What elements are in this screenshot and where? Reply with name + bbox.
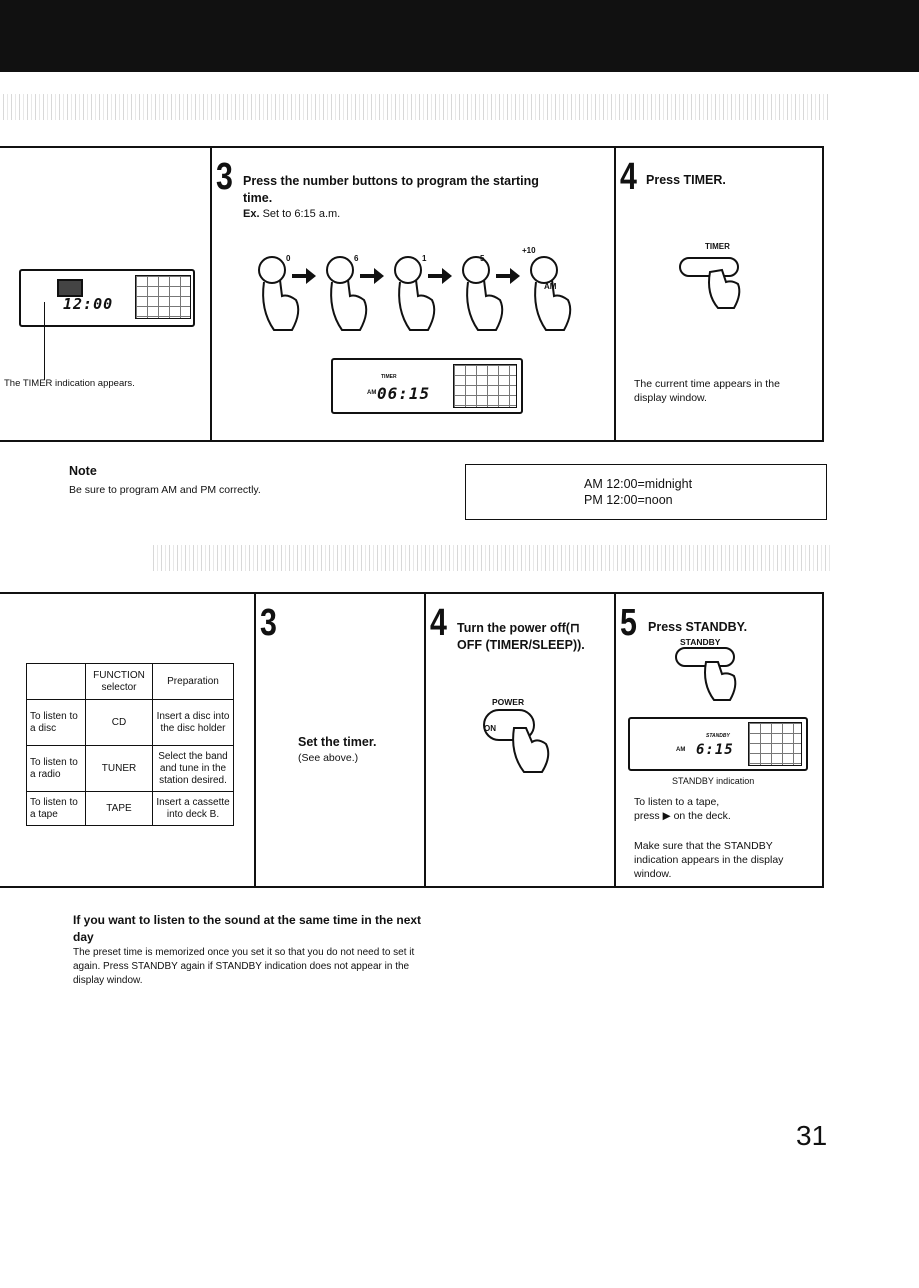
display-am: AM: [676, 747, 686, 753]
divider: [0, 592, 823, 594]
table-cell: To listen to a radio: [27, 746, 86, 792]
table-cell: TUNER: [86, 746, 153, 792]
display-window: [19, 269, 195, 327]
table-header: [27, 664, 86, 700]
button-label: STANDBY: [680, 637, 721, 647]
standby-button-hand-icon: [672, 644, 752, 708]
table-cell: Insert a cassette into deck B.: [153, 792, 234, 826]
next-day-heading: If you want to listen to the sound at the same time in the next day: [73, 913, 422, 944]
step-number: 4: [430, 602, 447, 644]
timer-button-hand-icon: [676, 252, 766, 312]
hand-press-sequence: [252, 240, 582, 340]
table-row: [27, 700, 234, 746]
make-sure-note: Make sure that the STANDBY indication appears in the display window.: [634, 840, 784, 880]
table-cell: To listen to a disc: [27, 700, 86, 746]
am-label: AM: [544, 282, 557, 291]
divider: [614, 592, 616, 888]
table-cell: TAPE: [86, 792, 153, 826]
table-cell: To listen to a tape: [27, 792, 86, 826]
display-readout: 6:15: [696, 742, 734, 758]
divider: [0, 146, 823, 148]
step-number: 3: [260, 602, 277, 644]
button-label: +10: [522, 246, 536, 255]
note-box-line: PM 12:00=noon: [584, 493, 673, 507]
divider: [210, 146, 212, 442]
tape-note: To listen to a tape,: [634, 796, 720, 808]
display-window: [331, 358, 523, 414]
step-title: Press TIMER.: [646, 173, 726, 187]
table-cell: CD: [86, 700, 153, 746]
example-text: Set to 6:15 a.m.: [262, 208, 341, 220]
note-box: [465, 464, 827, 520]
step-number: 3: [216, 156, 233, 198]
display-am: AM: [367, 390, 377, 396]
step-number: 5: [620, 602, 637, 644]
divider: [822, 146, 824, 442]
function-table: [26, 663, 234, 826]
button-sequence: [252, 240, 582, 340]
power-button-hand-icon: [470, 706, 570, 786]
display-readout: 12:00: [63, 295, 114, 313]
divider: [0, 886, 823, 888]
table-row: [27, 746, 234, 792]
table-header: Preparation: [153, 664, 234, 700]
step-title: Press the number buttons to program the starting time.: [243, 174, 539, 205]
display-tag: TIMER: [381, 374, 397, 380]
table-cell: Insert a disc into the disc holder: [153, 700, 234, 746]
table-cell: Select the band and tune in the station desired.: [153, 746, 234, 792]
divider: [0, 440, 823, 442]
step-subtitle: (See above.): [298, 752, 359, 764]
step-title: Press STANDBY.: [648, 620, 748, 634]
example-line: [243, 208, 340, 220]
divider: [822, 592, 824, 888]
level-meter: [748, 722, 802, 766]
button-label: POWER: [492, 697, 525, 707]
next-day-text: The preset time is memorized once you set it so that you do not need to set it again. Press STANDBY again if STANDBY indication does not appear in the display window.: [73, 947, 415, 986]
display-readout: 06:15: [377, 384, 431, 403]
step-title: Turn the power off(⊓ OFF (TIMER/SLEEP)).: [457, 621, 585, 652]
button-label: TIMER: [705, 242, 730, 251]
on-label: ON: [484, 724, 496, 733]
scan-noise: [0, 94, 830, 120]
header-bar: [0, 0, 919, 72]
step-caption: The current time appears in the display window.: [634, 378, 780, 404]
callout-line: [44, 302, 45, 380]
button-label: 1: [422, 254, 427, 263]
standby-indication-caption: STANDBY indication: [672, 776, 755, 786]
level-meter: [453, 364, 517, 408]
note-heading: Note: [69, 464, 97, 478]
table-header: FUNCTION selector: [86, 664, 153, 700]
button-label: 5: [480, 254, 485, 263]
step-number: 4: [620, 156, 637, 198]
step-title: Set the timer.: [298, 735, 377, 749]
timer-caption: The TIMER indication appears.: [4, 378, 135, 389]
level-meter: [135, 275, 191, 319]
button-label: 6: [354, 254, 359, 263]
display-window: [628, 717, 808, 771]
scan-noise: [150, 545, 830, 571]
example-label: Ex.: [243, 208, 260, 220]
page-number: 31: [796, 1120, 828, 1151]
note-text: Be sure to program AM and PM correctly.: [69, 484, 261, 496]
divider: [614, 146, 616, 442]
tape-note: press ▶ on the deck.: [634, 810, 731, 822]
button-label: 0: [286, 254, 291, 263]
display-tag: STANDBY: [706, 733, 730, 739]
divider: [424, 592, 426, 888]
table-row: [27, 792, 234, 826]
divider: [254, 592, 256, 888]
note-box-line: AM 12:00=midnight: [584, 477, 693, 491]
